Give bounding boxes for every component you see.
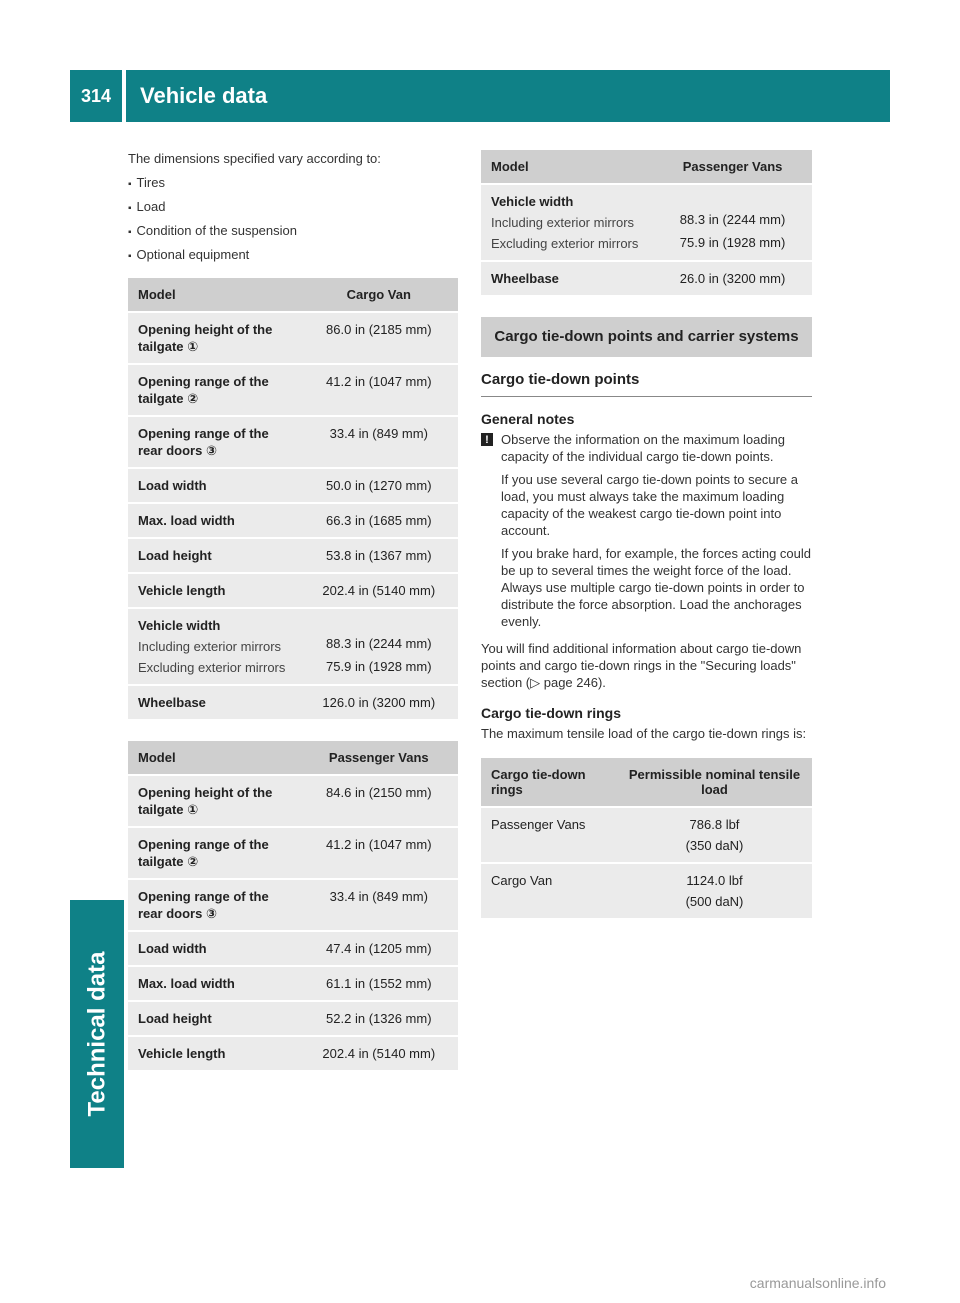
row-value: 84.6 in (2150 mm) bbox=[300, 775, 458, 827]
info-paragraph: You will find additional information about cargo tie-down points and cargo tie-down rings in the "Securing loads" section (▷ page 246). bbox=[481, 641, 802, 690]
row-label: Opening range of the tailgate ② bbox=[128, 827, 300, 879]
row-value: 52.2 in (1326 mm) bbox=[300, 1001, 458, 1036]
row-label: Opening range of the rear doors ③ bbox=[128, 416, 300, 468]
table-row bbox=[128, 364, 458, 416]
row-value: 50.0 in (1270 mm) bbox=[300, 468, 458, 503]
row-value: 202.4 in (5140 mm) bbox=[300, 1036, 458, 1070]
cargo-van-table bbox=[128, 278, 458, 719]
row-label: Vehicle width bbox=[491, 194, 574, 209]
page-header bbox=[70, 70, 890, 122]
row-value: 66.3 in (1685 mm) bbox=[300, 503, 458, 538]
intro-bullets bbox=[128, 172, 458, 268]
table-row bbox=[481, 863, 812, 918]
row-value: 88.3 in (2244 mm) bbox=[326, 636, 432, 651]
table-row bbox=[128, 827, 458, 879]
row-label: Cargo Van bbox=[481, 863, 617, 918]
bullet-item: ▪ Optional equipment bbox=[128, 244, 458, 268]
table-row bbox=[128, 538, 458, 573]
row-value: 41.2 in (1047 mm) bbox=[300, 364, 458, 416]
row-value: 47.4 in (1205 mm) bbox=[300, 931, 458, 966]
row-label: Max. load width bbox=[128, 503, 300, 538]
row-value-group bbox=[300, 608, 458, 685]
warning-paragraph: If you brake hard, for example, the forces acting could be up to several times the weight force of the load. Always use multiple cargo tie-down points in order to distribute the force absorption. Load the anchorages evenly. bbox=[501, 546, 812, 629]
table-row bbox=[128, 685, 458, 719]
column-header: Model bbox=[481, 150, 653, 184]
row-sublabel: Including exterior mirrors bbox=[491, 215, 635, 230]
passenger-vans-table bbox=[128, 741, 458, 1070]
row-value: 126.0 in (3200 mm) bbox=[300, 685, 458, 719]
column-header: Permissible nominal tensile load bbox=[617, 758, 812, 807]
side-tab-label-wrap bbox=[70, 900, 124, 1168]
row-value: (350 daN) bbox=[685, 838, 744, 853]
tie-down-rings-table bbox=[481, 758, 812, 918]
row-label: Vehicle length bbox=[128, 573, 300, 608]
table-row bbox=[128, 1001, 458, 1036]
table-row bbox=[128, 503, 458, 538]
row-label: Load height bbox=[128, 538, 300, 573]
row-sublabel: Excluding exterior mirrors bbox=[138, 660, 286, 675]
bullet-item: ▪ Tires bbox=[128, 172, 458, 196]
row-value: 61.1 in (1552 mm) bbox=[300, 966, 458, 1001]
row-label: Vehicle length bbox=[128, 1036, 300, 1070]
row-label-group bbox=[481, 184, 653, 261]
table-row bbox=[128, 416, 458, 468]
row-label: Opening height of the tailgate ① bbox=[128, 312, 300, 364]
passenger-vans-table-continued bbox=[481, 150, 812, 295]
bullet-item: ▪ Load bbox=[128, 196, 458, 220]
warning-block bbox=[481, 431, 812, 636]
table-row bbox=[128, 879, 458, 931]
row-label: Wheelbase bbox=[128, 685, 300, 719]
row-value: 1124.0 lbf bbox=[686, 873, 743, 888]
row-value: 88.3 in (2244 mm) bbox=[679, 212, 786, 227]
row-value-group bbox=[653, 184, 812, 261]
row-label: Passenger Vans bbox=[481, 807, 617, 863]
row-label: Opening height of the tailgate ① bbox=[128, 775, 300, 827]
row-value: 75.9 in (1928 mm) bbox=[326, 659, 432, 674]
table-row bbox=[128, 966, 458, 1001]
section-subtitle: Cargo tie-down points bbox=[481, 371, 812, 397]
row-value: 75.9 in (1928 mm) bbox=[679, 235, 786, 250]
row-value: 786.8 lbf bbox=[689, 817, 740, 832]
row-value: 53.8 in (1367 mm) bbox=[300, 538, 458, 573]
row-value: 86.0 in (2185 mm) bbox=[300, 312, 458, 364]
table-row bbox=[128, 312, 458, 364]
intro-text: The dimensions specified vary according to: bbox=[128, 151, 381, 166]
column-header: Model bbox=[128, 741, 300, 775]
footer-watermark: carmanualsonline.info bbox=[749, 1275, 886, 1291]
row-label: Wheelbase bbox=[481, 261, 653, 295]
bullet-item: ▪ Condition of the suspension bbox=[128, 220, 458, 244]
row-value: (500 daN) bbox=[685, 894, 744, 909]
table-row bbox=[481, 261, 812, 295]
rings-heading: Cargo tie-down rings bbox=[481, 705, 621, 721]
table-row bbox=[128, 573, 458, 608]
column-header: Model bbox=[128, 278, 300, 312]
right-column bbox=[481, 150, 812, 940]
side-tab-label: Technical data bbox=[83, 951, 111, 1117]
row-label-group bbox=[128, 608, 300, 685]
row-value: 41.2 in (1047 mm) bbox=[300, 827, 458, 879]
warning-paragraph: If you use several cargo tie-down points to secure a load, you must always take the maximum loading capacity of the weakest cargo tie-down point into account. bbox=[501, 472, 798, 538]
column-header: Passenger Vans bbox=[300, 741, 458, 775]
column-header: Cargo Van bbox=[300, 278, 458, 312]
row-value: 26.0 in (3200 mm) bbox=[653, 261, 812, 295]
table-row bbox=[128, 1036, 458, 1070]
row-sublabel: Excluding exterior mirrors bbox=[491, 236, 639, 251]
page-title: Vehicle data bbox=[126, 70, 890, 122]
row-label: Vehicle width bbox=[138, 618, 221, 633]
row-value: 33.4 in (849 mm) bbox=[300, 416, 458, 468]
table-row bbox=[481, 184, 812, 261]
row-value: 33.4 in (849 mm) bbox=[300, 879, 458, 931]
row-value-group bbox=[617, 807, 812, 863]
general-notes-heading: General notes bbox=[481, 411, 575, 427]
column-header: Cargo tie-down rings bbox=[481, 758, 617, 807]
row-label: Max. load width bbox=[128, 966, 300, 1001]
row-sublabel: Including exterior mirrors bbox=[138, 639, 282, 654]
rings-text: The maximum tensile load of the cargo tie-down rings is: bbox=[481, 726, 807, 741]
row-label: Load width bbox=[128, 931, 300, 966]
left-column bbox=[128, 150, 458, 1092]
table-row bbox=[481, 807, 812, 863]
row-label: Opening range of the tailgate ② bbox=[128, 364, 300, 416]
row-label: Opening range of the rear doors ③ bbox=[128, 879, 300, 931]
table-row bbox=[128, 468, 458, 503]
warning-paragraph: Observe the information on the maximum loading capacity of the individual cargo tie-down points. bbox=[501, 432, 785, 464]
row-label: Load height bbox=[128, 1001, 300, 1036]
warning-icon: ! bbox=[481, 433, 493, 446]
table-row bbox=[128, 608, 458, 685]
warning-body bbox=[501, 431, 812, 636]
section-title: Cargo tie-down points and carrier systems bbox=[481, 317, 812, 357]
column-header: Passenger Vans bbox=[653, 150, 812, 184]
row-value-group bbox=[617, 863, 812, 918]
row-value: 202.4 in (5140 mm) bbox=[300, 573, 458, 608]
table-row bbox=[128, 931, 458, 966]
row-label: Load width bbox=[128, 468, 300, 503]
table-row bbox=[128, 775, 458, 827]
page-number: 314 bbox=[70, 70, 122, 122]
